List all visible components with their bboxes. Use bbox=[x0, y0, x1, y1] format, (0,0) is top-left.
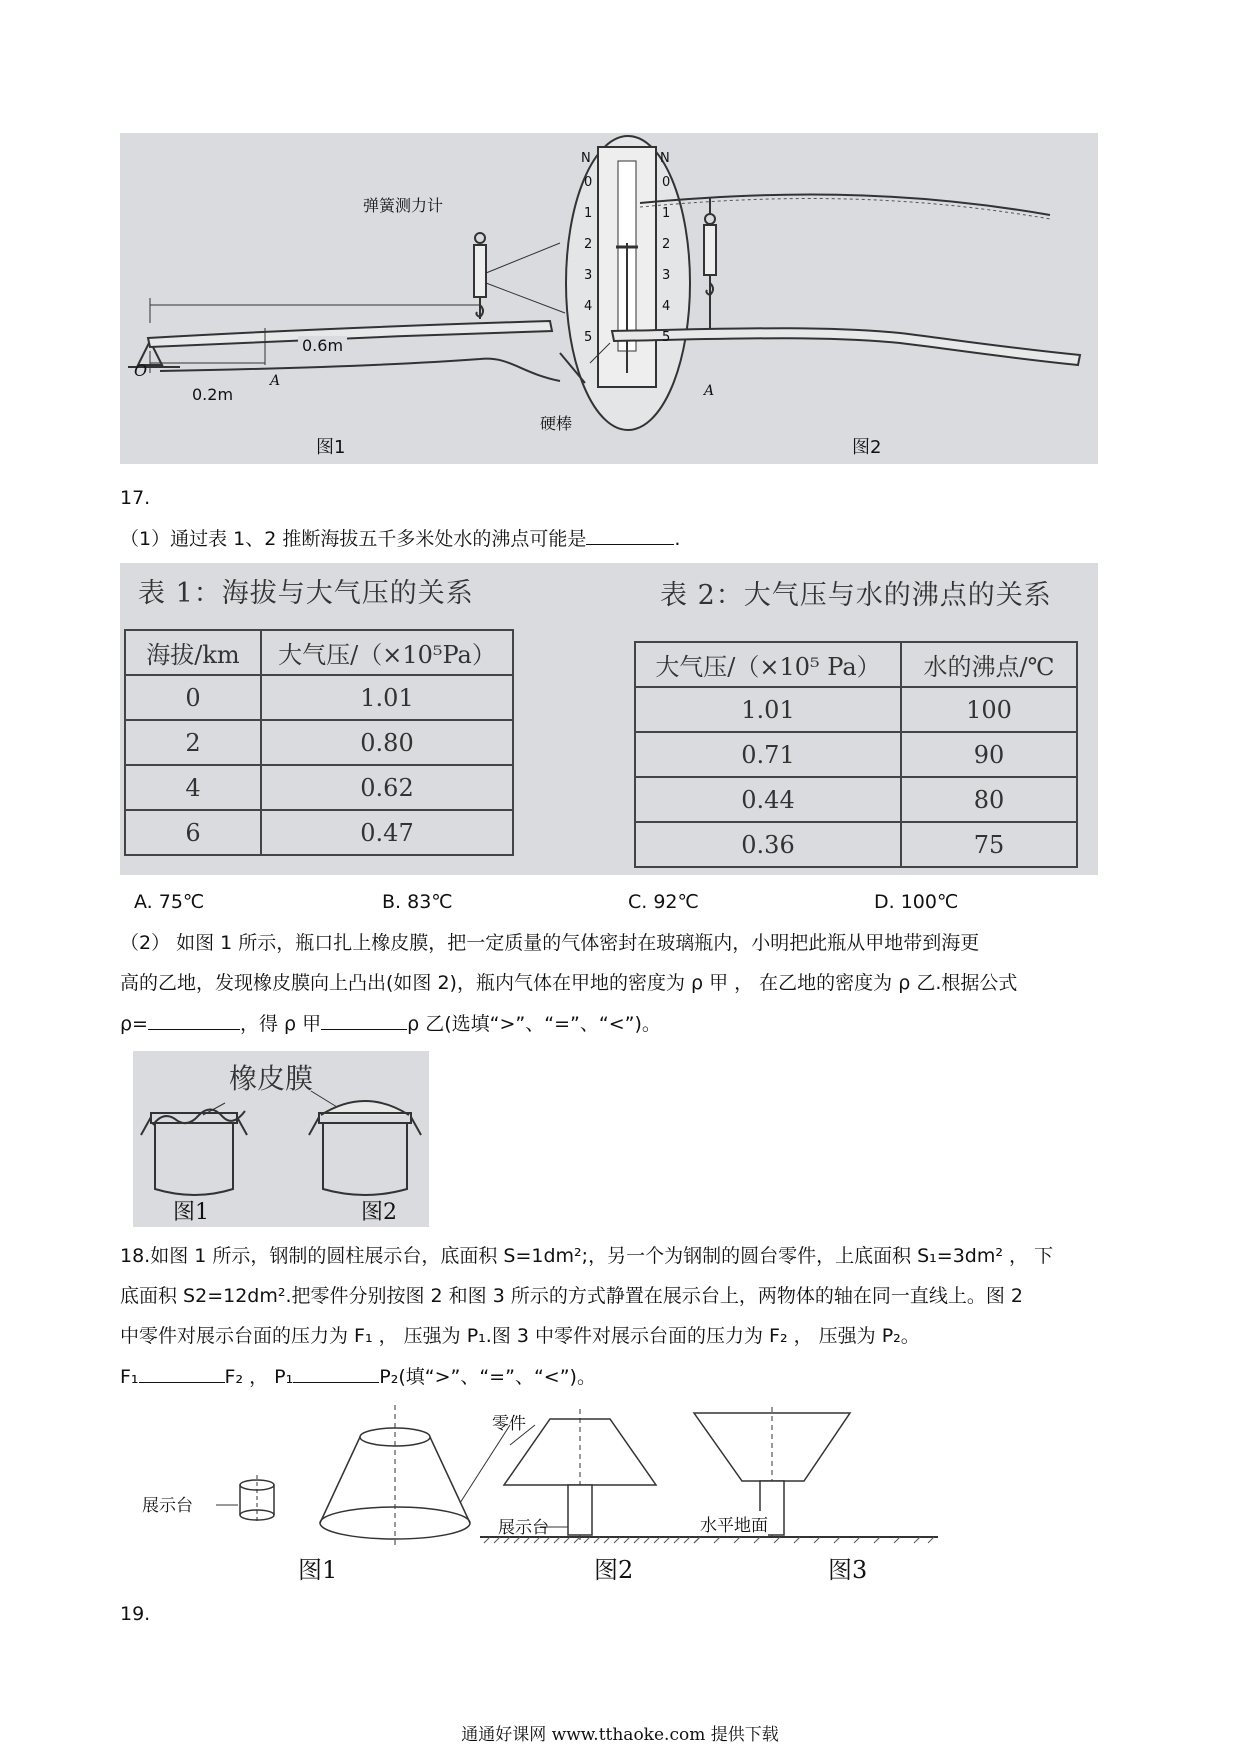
table-cell: 80 bbox=[901, 777, 1077, 822]
table-cell: 75 bbox=[901, 822, 1077, 867]
tick-label: 0 bbox=[662, 175, 671, 190]
question-18-line2: 底面积 S2=12dm².把零件分别按图 2 和图 3 所示的方式静置在展示台上，两物体的轴在同一直线上。图 2 bbox=[120, 1285, 1023, 1307]
formula-blank[interactable] bbox=[148, 1009, 240, 1030]
question-18-line1: 18.如图 1 所示，钢制的圆柱展示台，底面积 S=1dm²;，另一个为钢制的圆台零件，上底面积 S₁=3dm² ， 下 bbox=[120, 1245, 1054, 1267]
table-cell: 1.01 bbox=[635, 687, 901, 732]
table-cell: 1.01 bbox=[261, 675, 513, 720]
frustum-caption-2: 图2 bbox=[594, 1556, 634, 1584]
point-a-label: A bbox=[270, 373, 281, 389]
table1-header: 大气压/（×10⁵Pa） bbox=[261, 630, 513, 675]
table1-header: 海拔/km bbox=[125, 630, 261, 675]
frustum-figure bbox=[120, 1405, 1080, 1585]
compare-blank[interactable] bbox=[321, 1009, 407, 1030]
tick-label: 2 bbox=[584, 237, 593, 252]
tick-label: 1 bbox=[584, 206, 593, 221]
force-blank[interactable] bbox=[139, 1362, 225, 1383]
question-18-line3: 中零件对展示台面的压力为 F₁ ， 压强为 P₁.图 3 中零件对展示台面的压力为 F₂ ， 压强为 P₂。 bbox=[120, 1325, 920, 1347]
option-a[interactable]: A. 75℃ bbox=[134, 891, 205, 913]
pressure-blank[interactable] bbox=[293, 1362, 379, 1383]
option-c[interactable]: C. 92℃ bbox=[628, 891, 699, 913]
figure-caption-1: 图1 bbox=[316, 437, 346, 458]
option-d[interactable]: D. 100℃ bbox=[874, 891, 959, 913]
distance-0.2m-label: 0.2m bbox=[188, 385, 237, 404]
frustum-caption-3: 图3 bbox=[828, 1556, 868, 1584]
p2-choices: P₂(填“>”、“=”、“<”)。 bbox=[379, 1366, 596, 1388]
f1-label: F₁ bbox=[120, 1366, 139, 1388]
tick-label: 0 bbox=[584, 175, 593, 190]
rho-yi-choices: ρ 乙(选填“>”、“=”、“<”)。 bbox=[407, 1013, 661, 1035]
table-cell: 4 bbox=[125, 765, 261, 810]
table-cell: 90 bbox=[901, 732, 1077, 777]
point-a2-label: A bbox=[704, 383, 715, 399]
rod-label: 硬棒 bbox=[540, 414, 573, 433]
stand2-label: 展示台 bbox=[498, 1518, 549, 1538]
question-17-part2-line2: 高的乙地，发现橡皮膜向上凸出(如图 2)，瓶内气体在甲地的密度为 ρ 甲 ， 在乙地的密度为 ρ 乙.根据公式 bbox=[120, 972, 1018, 994]
table2-header: 水的沸点/℃ bbox=[901, 642, 1077, 687]
table-cell: 0 bbox=[125, 675, 261, 720]
frustum-caption-1: 图1 bbox=[298, 1556, 338, 1584]
tick-label: 5 bbox=[662, 330, 671, 345]
membrane-label: 橡皮膜 bbox=[229, 1062, 314, 1095]
f2-p1-label: F₂ ， P₁ bbox=[224, 1366, 294, 1388]
bottle-figure-photo bbox=[133, 1051, 429, 1227]
tick-label: 3 bbox=[584, 268, 593, 283]
tick-label: 4 bbox=[662, 299, 671, 314]
tick-label: 1 bbox=[662, 206, 671, 221]
table2-header: 大气压/（×10⁵ Pa） bbox=[635, 642, 901, 687]
bottle-caption-2: 图2 bbox=[361, 1200, 397, 1225]
question-18-line4 bbox=[120, 1362, 596, 1391]
table-cell: 0.62 bbox=[261, 765, 513, 810]
option-b[interactable]: B. 83℃ bbox=[382, 891, 453, 913]
table1-title: 表 1：海拔与大气压的关系 bbox=[138, 578, 474, 609]
tick-label: 2 bbox=[662, 237, 671, 252]
rho-jia: ，得 ρ 甲 bbox=[239, 1013, 322, 1035]
distance-0.6m-label: 0.6m bbox=[298, 336, 347, 355]
table-cell: 6 bbox=[125, 810, 261, 855]
pressure-boiling-table bbox=[634, 641, 1078, 868]
table-cell: 0.47 bbox=[261, 810, 513, 855]
tables-photo bbox=[120, 563, 1098, 875]
tick-label: 3 bbox=[662, 268, 671, 283]
table-cell: 0.44 bbox=[635, 777, 901, 822]
table-cell: 100 bbox=[901, 687, 1077, 732]
formula-prefix: ρ= bbox=[120, 1013, 148, 1035]
page-footer: 通通好课网 www.tthaoke.com 提供下载 bbox=[461, 1725, 779, 1745]
scale-ticks-right bbox=[662, 167, 670, 353]
part1-end: . bbox=[674, 528, 681, 550]
figure-caption-2: 图2 bbox=[852, 437, 882, 458]
scale-unit-right: N bbox=[660, 151, 670, 166]
part-label: 零件 bbox=[492, 1414, 526, 1434]
table-cell: 0.71 bbox=[635, 732, 901, 777]
question-19-number: 19. bbox=[120, 1603, 151, 1625]
scale-unit-left: N bbox=[581, 151, 591, 166]
table2-title: 表 2：大气压与水的沸点的关系 bbox=[660, 580, 1052, 611]
bottle-caption-1: 图1 bbox=[173, 1200, 209, 1225]
scale-ticks-left bbox=[584, 167, 592, 353]
point-o-label: O bbox=[134, 361, 148, 380]
table-cell: 0.36 bbox=[635, 822, 901, 867]
part1-text: （1）通过表 1、2 推断海拔五千多米处水的沸点可能是 bbox=[120, 528, 587, 550]
lever-figure-photo bbox=[120, 133, 1098, 464]
spring-scale-label: 弹簧测力计 bbox=[363, 196, 444, 215]
question-17-part1 bbox=[120, 524, 680, 553]
stand-label: 展示台 bbox=[142, 1496, 193, 1516]
tick-label: 5 bbox=[584, 330, 593, 345]
tick-label: 4 bbox=[584, 299, 593, 314]
table-cell: 2 bbox=[125, 720, 261, 765]
table-cell: 0.80 bbox=[261, 720, 513, 765]
answer-blank[interactable] bbox=[586, 524, 674, 545]
lever-figure-drawing bbox=[120, 133, 1098, 464]
altitude-pressure-table bbox=[124, 629, 514, 856]
question-17-part2-line1: （2） 如图 1 所示，瓶口扎上橡皮膜，把一定质量的气体密封在玻璃瓶内，小明把此瓶从甲地带到海更 bbox=[120, 932, 980, 954]
question-17-part2-line3 bbox=[120, 1009, 661, 1038]
question-17-number: 17. bbox=[120, 487, 151, 509]
ground-label: 水平地面 bbox=[700, 1511, 768, 1536]
